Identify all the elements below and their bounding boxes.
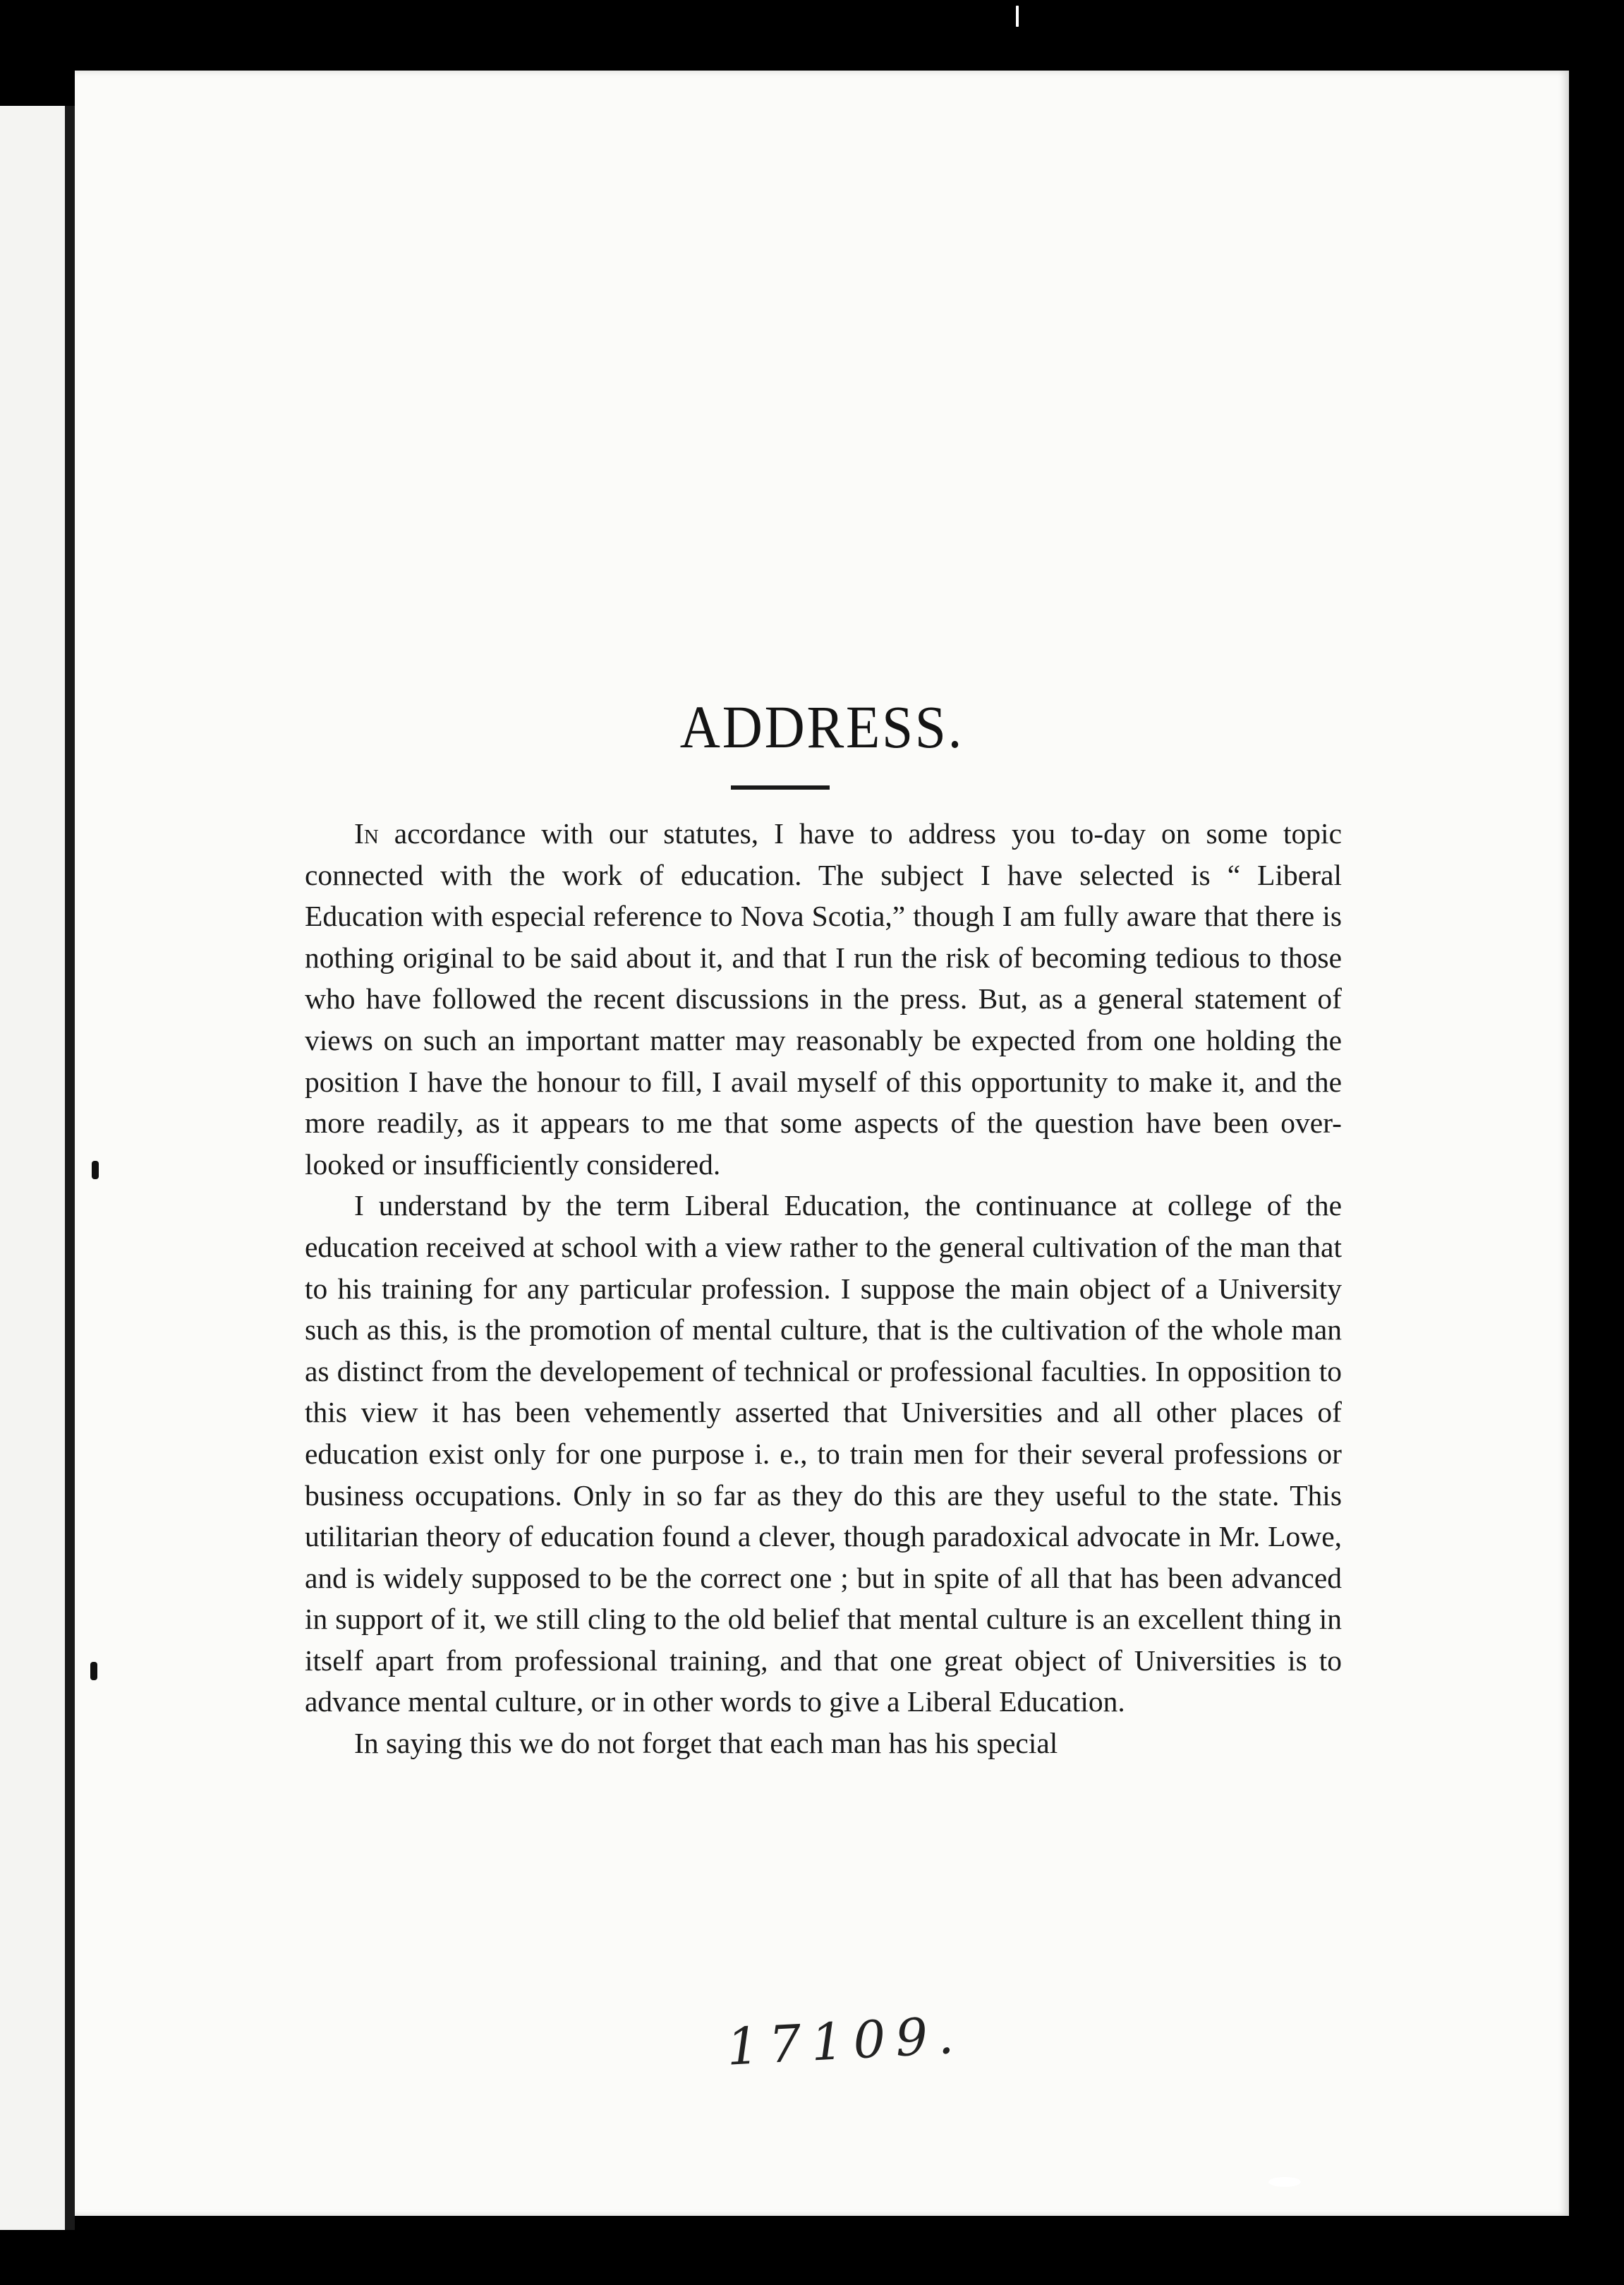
paragraph-3: In saying this we do not forget that each man has his special — [354, 1727, 1058, 1760]
scan-speck — [1016, 6, 1019, 27]
paragraph-1 — [305, 813, 1342, 1185]
book-gutter — [65, 106, 75, 2230]
body-text — [305, 813, 1342, 1764]
previous-page-edge — [0, 106, 65, 2230]
margin-mark — [90, 1662, 97, 1680]
paragraph-1-text: accordance with our statutes, I have to address you to-day on some topic connected with the work of education. The subject I have selected is “ Liberal Education with especial reference to Nova Scotia,” though I am fully aware that there is nothing original to be said about it, and that I run the risk of becoming tedious to those who have followed the recent discussions in the press. But, as a general statement of views on such an important matter may reasonably be expected from one holding the position I have the honour to fill, I avail myself of this opportunity to make it, and the more readily, as it appears to me that some aspects of the question have been over-looked or insufficiently considered. — [305, 817, 1342, 1181]
scanned-page — [75, 71, 1569, 2216]
margin-mark — [92, 1161, 99, 1179]
paragraph-2: I understand by the term Liberal Education, the continuance at college of the education received at school with a view rather to the general cultivation of the man that to his training for any particular profession. I suppose the main object of a University such as this, is the promotion of mental culture, that is the cultivation of the whole man as distinct from the developement of technical or professional faculties. In opposition to this view it has been vehemently asserted that Universities and all other places of education exist only for one purpose i. e., to train men for their several professions or business occupations. Only in so far as they do this are they useful to the state. This utilitarian theory of education found a clever, though paradoxical advocate in Mr. Lowe, and is widely supposed to be the correct one ; but in spite of all that has been advanced in support of it, we still cling to the old belief that mental culture is an excellent thing in itself apart from professional training, and that one great object of Universities is to advance mental culture, or in other words to give a Liberal Education. — [305, 1189, 1342, 1718]
initial-word: In — [354, 817, 379, 850]
title-rule — [731, 785, 830, 790]
handwritten-note: 17109. — [725, 2005, 965, 2077]
page-title: ADDRESS. — [679, 693, 964, 761]
scan-speck — [1268, 2177, 1301, 2187]
